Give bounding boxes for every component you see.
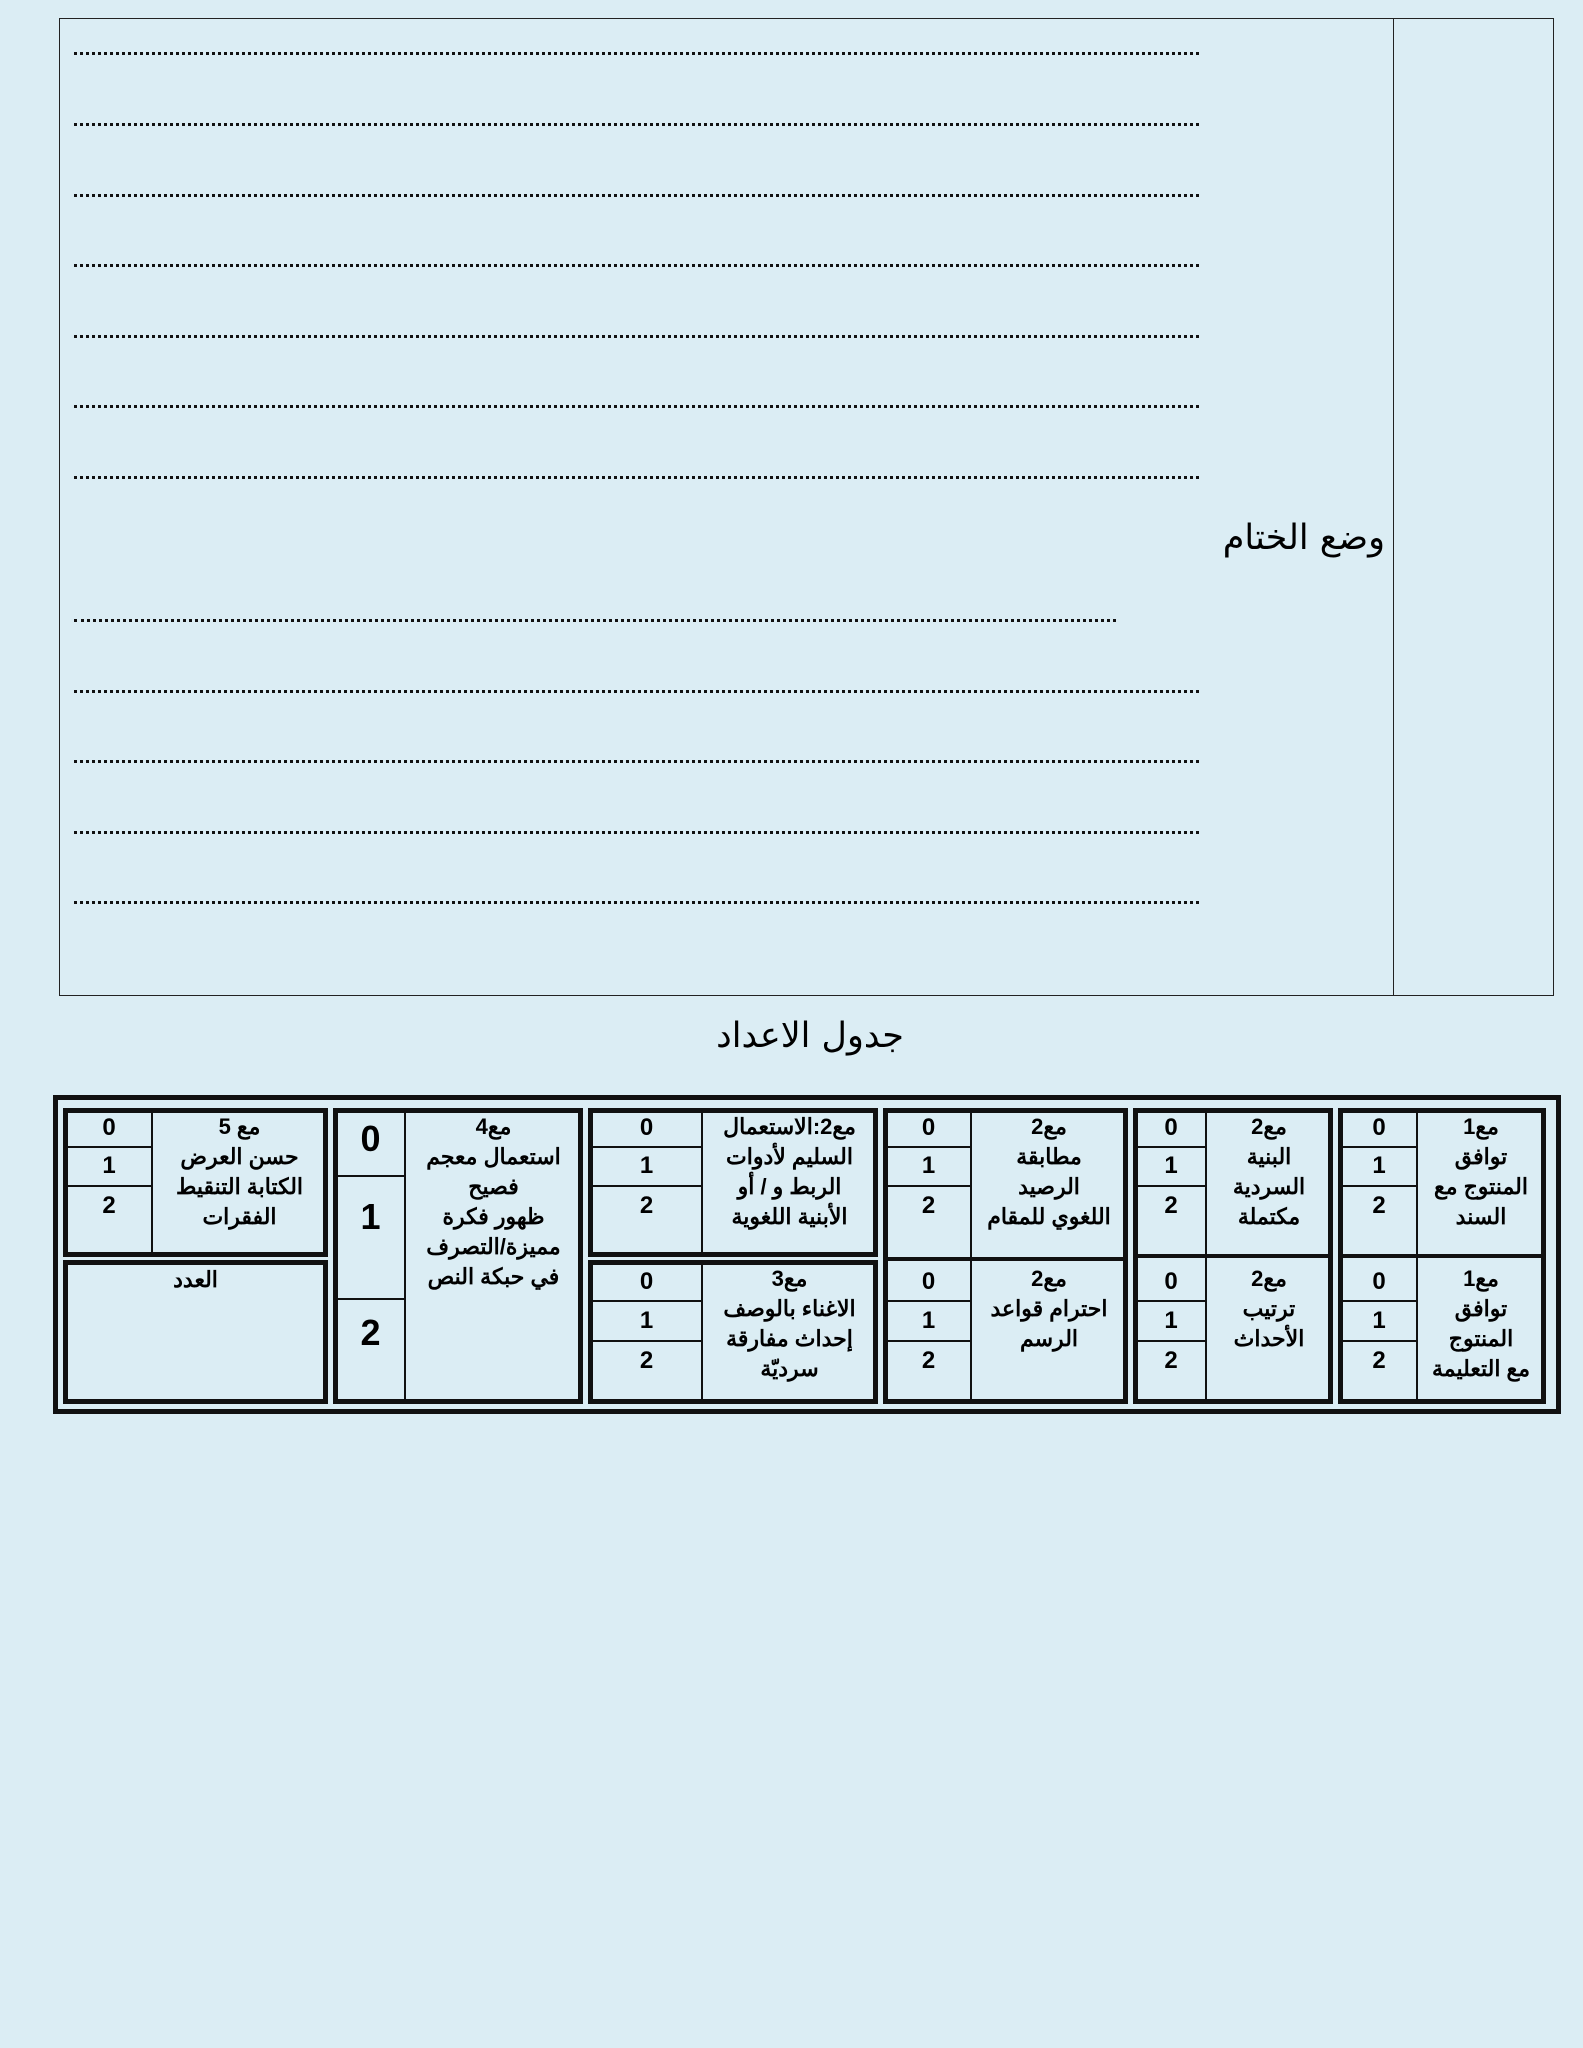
criterion-1a: مع1 توافق المنتوج مع السند	[1434, 1114, 1528, 1229]
dot-line	[74, 254, 1199, 267]
divider	[151, 1112, 153, 1253]
score-0: 0	[639, 1114, 654, 1141]
divider	[592, 1185, 701, 1187]
score-0: 0	[1372, 1114, 1386, 1141]
criterion-2d: مع2 احترام قواعد الرسم	[990, 1266, 1108, 1351]
writing-box	[59, 18, 1554, 996]
dot-line	[74, 184, 1199, 197]
divider	[1137, 1340, 1205, 1342]
divider	[1342, 1340, 1416, 1342]
divider	[1137, 1254, 1329, 1258]
divider	[1137, 1300, 1205, 1302]
divider	[337, 1175, 404, 1177]
score-2: 2	[1372, 1192, 1386, 1219]
score-0: 0	[921, 1114, 936, 1141]
criterion-2e: مع2:الاستعمال السليم لأدوات الربط و / أو الأبنية اللغوية	[723, 1114, 856, 1229]
dot-line	[74, 750, 1199, 763]
divider	[592, 1300, 701, 1302]
total-label: العدد	[173, 1267, 218, 1292]
score-0: 0	[1164, 1114, 1178, 1141]
divider	[701, 1112, 703, 1253]
score-2: 2	[1372, 1347, 1386, 1374]
dot-line	[74, 609, 1116, 622]
divider	[887, 1340, 970, 1342]
score-1: 1	[1372, 1307, 1386, 1334]
dot-line	[74, 325, 1199, 338]
score-0: 0	[360, 1118, 381, 1159]
divider	[970, 1112, 972, 1400]
divider	[1342, 1254, 1542, 1258]
score-2: 2	[921, 1347, 936, 1374]
score-1: 1	[1164, 1152, 1178, 1179]
score-0: 0	[921, 1268, 936, 1295]
score-1: 1	[102, 1152, 116, 1179]
divider	[337, 1298, 404, 1300]
section-label: وضع الختام	[1222, 518, 1385, 558]
criterion-2c: مع2 مطابقة الرصيد اللغوي للمقام	[987, 1114, 1111, 1229]
writing-box-divider	[1393, 18, 1394, 996]
divider	[887, 1300, 970, 1302]
score-2: 2	[639, 1347, 654, 1374]
criterion-1b: مع1 توافق المنتوج مع التعليمة	[1431, 1266, 1531, 1381]
dot-line	[74, 891, 1199, 904]
criterion-4: مع4 استعمال معجم فصيح ظهور فكرة مميزة/التصرف في حبكة النص	[426, 1114, 561, 1289]
divider	[592, 1340, 701, 1342]
score-1: 1	[1372, 1152, 1386, 1179]
dot-line	[74, 395, 1199, 408]
score-1: 1	[921, 1152, 936, 1179]
grading-table	[53, 1095, 1561, 1414]
dot-line	[74, 113, 1199, 126]
score-2: 2	[921, 1192, 936, 1219]
grading-table-title: جدول الاعداد	[716, 1016, 904, 1056]
score-2: 2	[102, 1192, 116, 1219]
score-1: 1	[1164, 1307, 1178, 1334]
divider	[1342, 1300, 1416, 1302]
score-1: 1	[360, 1196, 381, 1237]
dot-line	[74, 680, 1199, 693]
score-1: 1	[639, 1152, 654, 1179]
dot-line	[74, 821, 1199, 834]
divider	[404, 1112, 406, 1400]
score-0: 0	[639, 1268, 654, 1295]
score-0: 0	[102, 1114, 116, 1141]
score-0: 0	[1372, 1268, 1386, 1295]
divider	[1137, 1185, 1205, 1187]
score-2: 2	[1164, 1347, 1178, 1374]
divider	[701, 1264, 703, 1400]
criterion-2a: مع2 البنية السردية مكتملة	[1232, 1114, 1306, 1229]
criterion-3: مع3 الاغناء بالوصف إحداث مفارقة سرديّة	[723, 1266, 856, 1381]
divider	[67, 1185, 151, 1187]
score-2: 2	[360, 1312, 381, 1353]
divider	[887, 1257, 1124, 1261]
score-0: 0	[1164, 1268, 1178, 1295]
divider	[887, 1185, 970, 1187]
dot-line	[74, 466, 1199, 479]
score-1: 1	[921, 1307, 936, 1334]
criterion-5: مع 5 حسن العرض الكتابة التنقيط الفقرات	[175, 1114, 304, 1229]
score-1: 1	[639, 1307, 654, 1334]
criterion-2b: مع2 ترتيب الأحداث	[1233, 1266, 1305, 1351]
dot-line	[74, 42, 1199, 55]
divider	[1342, 1185, 1416, 1187]
score-2: 2	[1164, 1192, 1178, 1219]
score-2: 2	[639, 1192, 654, 1219]
